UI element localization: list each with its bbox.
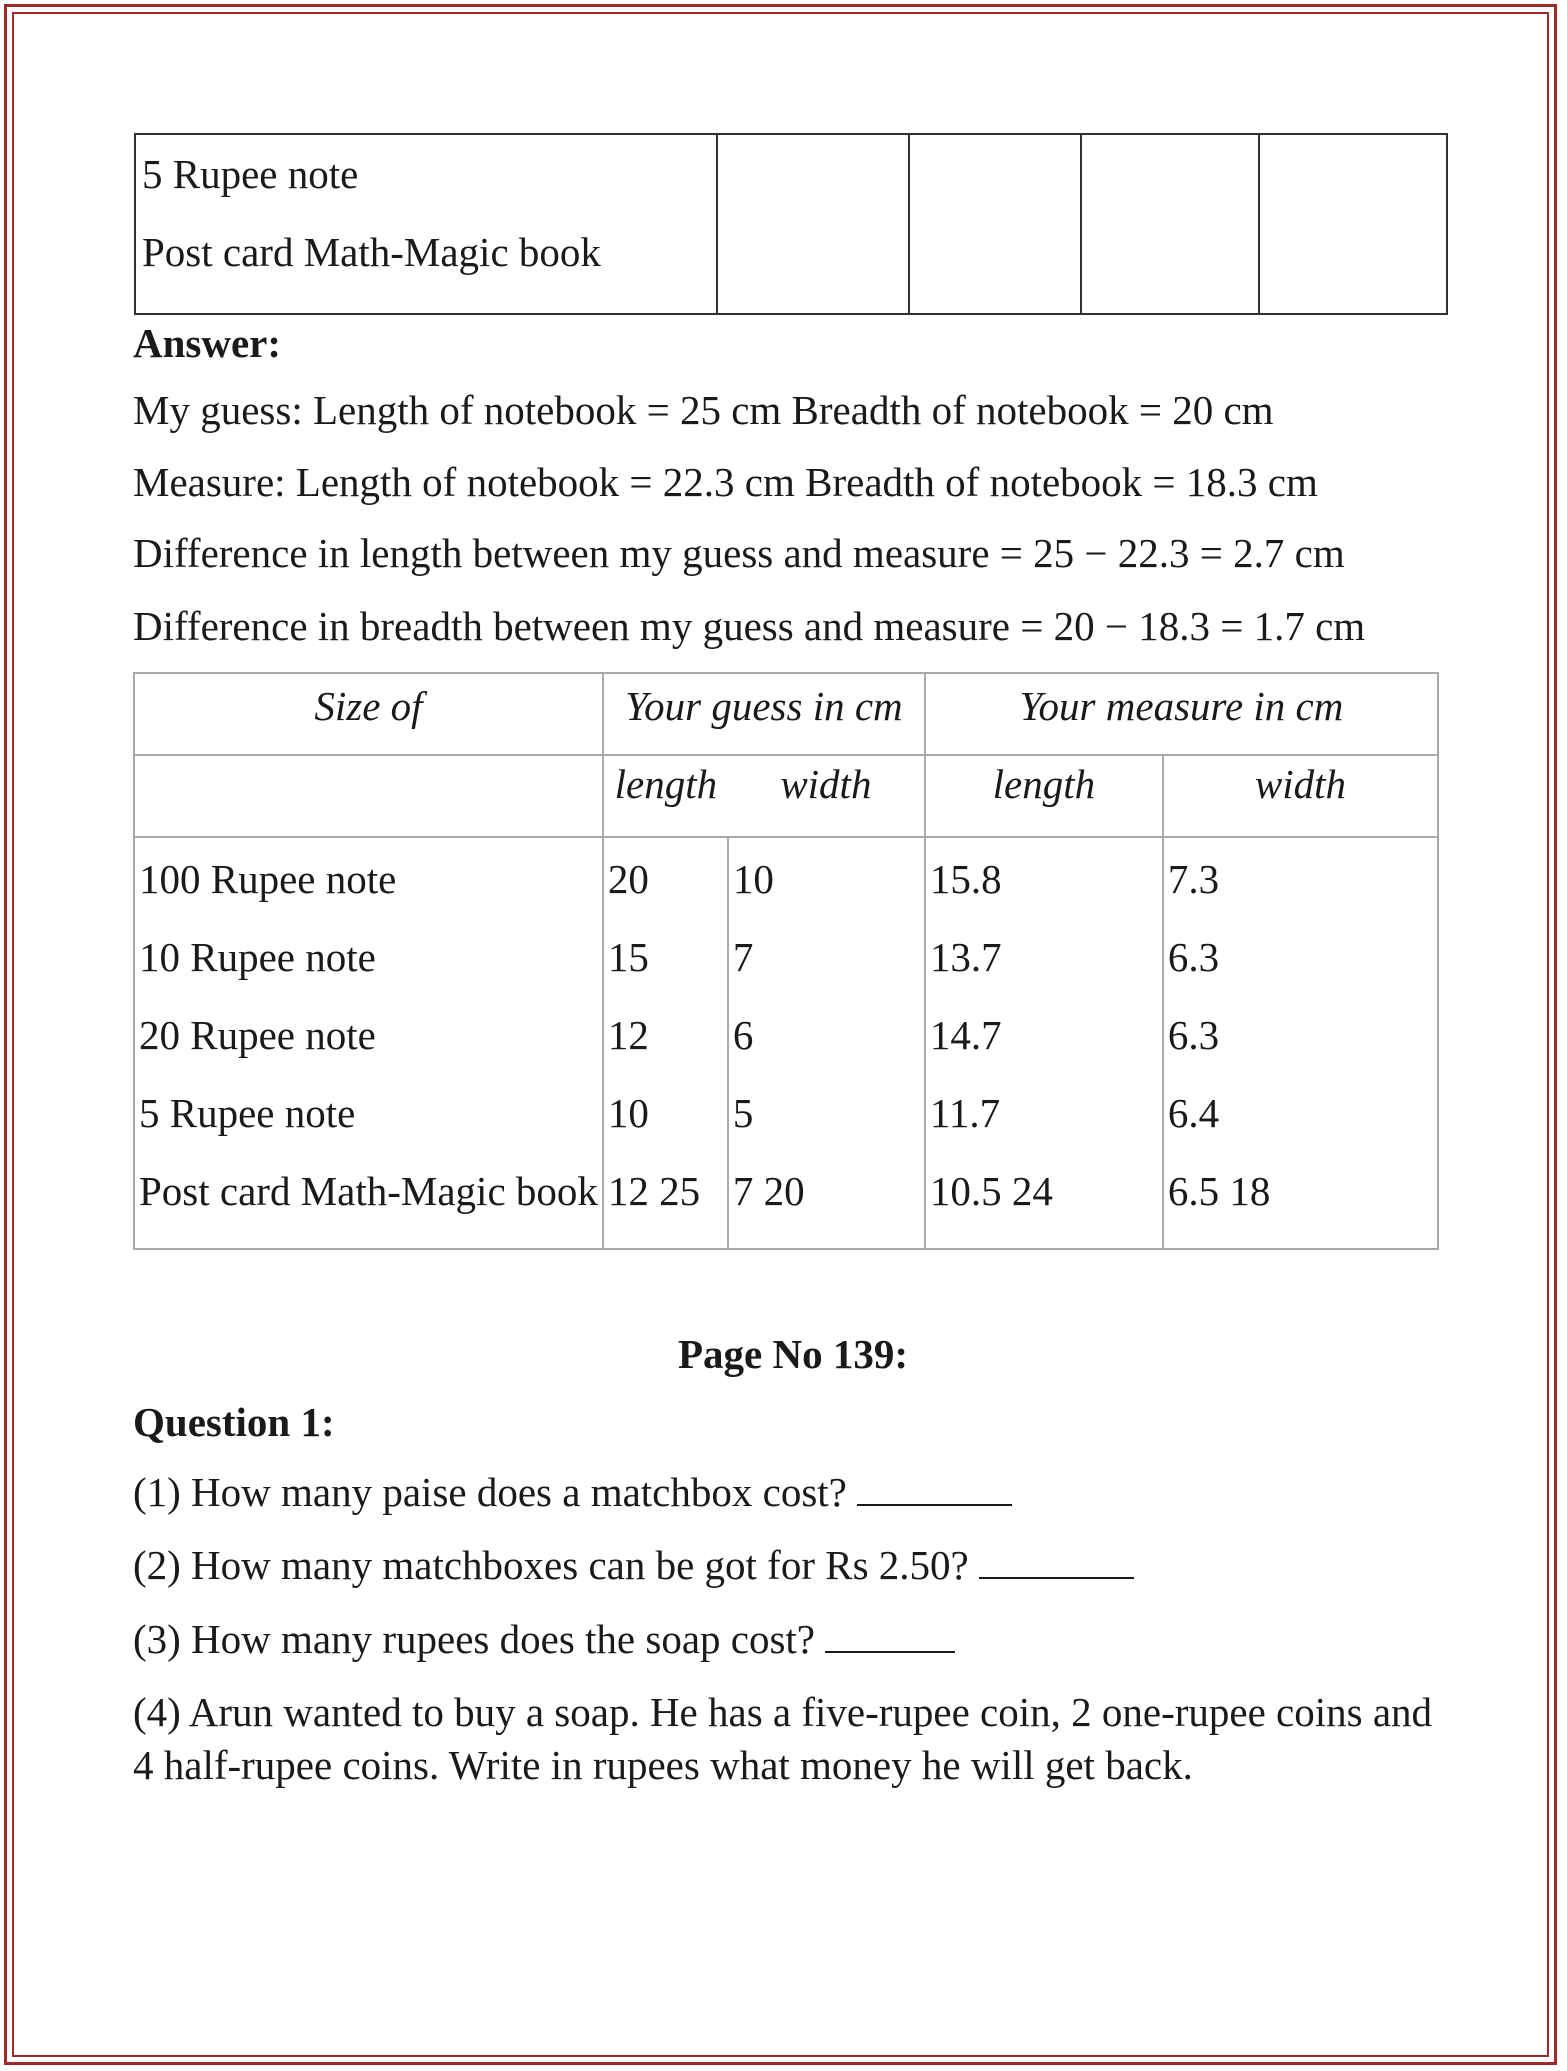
answer-blank — [857, 1468, 1012, 1506]
answer-line: My guess: Length of notebook = 25 cm Breadth of notebook = 20 cm — [133, 387, 1274, 434]
measure-length-column — [925, 837, 1163, 1249]
measure-length-value: 11.7 — [929, 1090, 1001, 1137]
empty-cell — [1259, 134, 1447, 314]
measure-width-value: 6.3 — [1167, 934, 1220, 981]
question-text: (1) How many paise does a matchbox cost? — [133, 1469, 847, 1516]
answer-line: Difference in breadth between my guess and measure = 20 − 18.3 = 1.7 cm — [133, 603, 1366, 650]
guess-width-value: 7 — [732, 934, 754, 981]
top-table-label-cell — [135, 134, 717, 314]
item-name: 20 Rupee note — [139, 1012, 376, 1059]
page-title: Page No 139: — [677, 1331, 908, 1378]
top-table-item: Post card Math-Magic book — [142, 229, 601, 275]
guess-length-value: 15 — [607, 934, 649, 981]
guess-width-value: 10 — [732, 856, 774, 903]
measure-length-value: 14.7 — [929, 1012, 1002, 1059]
measure-length-value: 15.8 — [929, 856, 1002, 903]
top-table — [134, 133, 1448, 315]
answer-line: Difference in length between my guess and measure = 25 − 22.3 = 2.7 cm — [133, 529, 1345, 576]
table-header-row — [134, 673, 1438, 755]
measure-length-value: 13.7 — [929, 934, 1002, 981]
guess-length-value: 20 — [607, 856, 649, 903]
question-text: (2) How many matchboxes can be got for Rs 2.50? — [133, 1542, 969, 1589]
guess-length-value: 12 — [607, 1012, 649, 1059]
header-measure: Your measure in cm — [925, 673, 1438, 755]
empty-cell — [134, 755, 603, 837]
measure-width-value: 6.4 — [1167, 1090, 1220, 1137]
header-measure-width: width — [1163, 755, 1438, 837]
header-guess-length: length — [603, 755, 728, 837]
item-column — [134, 837, 603, 1249]
item-name: 100 Rupee note — [139, 856, 397, 903]
guess-length-column — [603, 837, 728, 1249]
empty-cell — [909, 134, 1081, 314]
question-title: Question 1: — [133, 1399, 335, 1446]
measure-width-column — [1163, 837, 1438, 1249]
page-content — [133, 133, 1453, 1793]
answer-label: Answer: — [133, 320, 282, 366]
top-table-item: 5 Rupee note — [142, 151, 359, 197]
question-item — [133, 1613, 1453, 1666]
table-row — [134, 837, 1438, 1249]
question-item — [133, 1686, 1453, 1793]
size-table — [133, 672, 1439, 1250]
table-subheader-row — [134, 755, 1438, 837]
question-item — [133, 1539, 1453, 1592]
question-text: (4) Arun wanted to buy a soap. He has a five-rupee coin, 2 one-rupee coins and 4 half-rupee coins. Write in rupees what money he will get back. — [133, 1689, 1433, 1789]
question-text: (3) How many rupees does the soap cost? — [133, 1615, 816, 1662]
header-size-of: Size of — [134, 673, 603, 755]
measure-width-value: 7.3 — [1167, 856, 1220, 903]
header-guess-width: width — [728, 755, 925, 837]
table-row — [135, 134, 1447, 314]
answer-line: Measure: Length of notebook = 22.3 cm Breadth of notebook = 18.3 cm — [133, 458, 1318, 505]
guess-width-value: 5 — [732, 1090, 754, 1137]
header-guess: Your guess in cm — [603, 673, 925, 755]
measure-width-value: 6.5 18 — [1167, 1168, 1271, 1215]
measure-length-value: 10.5 24 — [929, 1168, 1053, 1215]
empty-cell — [717, 134, 909, 314]
question-item — [133, 1466, 1453, 1519]
header-measure-length: length — [925, 755, 1163, 837]
guess-length-value: 12 25 — [607, 1168, 701, 1215]
empty-cell — [1081, 134, 1259, 314]
guess-width-value: 6 — [732, 1012, 754, 1059]
guess-length-value: 10 — [607, 1090, 649, 1137]
item-name: 5 Rupee note — [139, 1090, 356, 1137]
answer-blank — [979, 1541, 1134, 1579]
guess-width-column — [728, 837, 925, 1249]
answer-blank — [825, 1615, 955, 1653]
item-name: 10 Rupee note — [139, 934, 376, 981]
item-name: Post card Math-Magic book — [139, 1168, 598, 1215]
measure-width-value: 6.3 — [1167, 1012, 1220, 1059]
guess-width-value: 7 20 — [732, 1168, 805, 1215]
